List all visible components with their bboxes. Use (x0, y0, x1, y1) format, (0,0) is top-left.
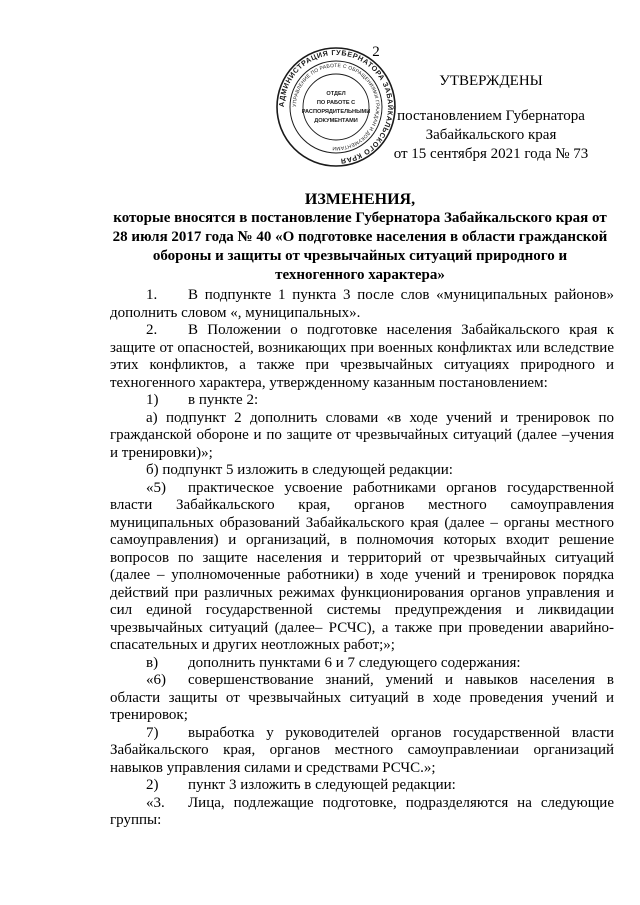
paragraph-3-number: 1) (146, 392, 159, 408)
title-line-1: которые вносятся в постановление Губернатора Забайкальского края от (113, 210, 607, 226)
paragraph-8-text: совершенствование знаний, умений и навыков населения в области защиты от чрезвычайных ситуаций в ходе проведения учений и тренировок; (110, 672, 614, 723)
paragraph-9-text: выработка у руководителей органов государственной власти Забайкальского края, органов местного самоуправлениаи организаций навыков управления силами и средствами РСЧС.»; (110, 724, 614, 776)
title-line-2: 28 июля 2017 года № 40 «О подготовке населения в области гражданской (112, 229, 608, 245)
stamp-center-line-1: ОТДЕЛ (326, 91, 346, 97)
paragraph-1-text: В подпункте 1 пункта 3 после слов «муниципальных районов» дополнить словом «, муниципальных». (110, 287, 614, 321)
paragraph-5: б) подпункт 5 изложить в следующей редакции: (146, 462, 453, 478)
paragraph-1-number: 1. (146, 287, 158, 303)
stamp-outer-text: АДМИНИСТРАЦИЯ ГУБЕРНАТОРА ЗАБАЙКАЛЬСКОГО КРАЯ (276, 47, 396, 166)
paragraph-6-text: практическое усвоение работниками органов государственной власти Забайкальского края, органов местного самоуправления муниципальных образований Забайкальского края (далее – органы местного самоуправления) и организаций, в полномочия которых входит решение вопросов по защите населения и территорий от чрезвычайных ситуаций (далее – уполномоченные работники) в ходе учений и тренировок порядка действий при различных режимах функционирования органов управления и сил единой государственной системы предупреждения и ликвидации чрезвычайных ситуаций (далее– РСЧС), а также при проведении аварийно-спасательных и других неотложных работ;»; (110, 479, 614, 653)
paragraph-7-text: дополнить пунктами 6 и 7 следующего содержания: (188, 654, 521, 671)
stamp-center-line-4: ДОКУМЕНТАМИ (314, 118, 358, 124)
stamp-center-line-3: РАСПОРЯДИТЕЛЬНЫМИ (301, 109, 371, 115)
paragraph-3-text: в пункте 2: (188, 392, 259, 408)
approval-line-2: Забайкальского края (425, 127, 557, 143)
title-line-4: техногенного характера» (275, 267, 445, 283)
approval-line-3: от 15 сентября 2021 года № 73 (393, 146, 589, 162)
title-line-3: обороны и защиты от чрезвычайных ситуаций природного и (152, 248, 568, 264)
paragraph-11-number: «3. (146, 794, 165, 811)
paragraph-8-number: «6) (146, 672, 166, 688)
page-number: 2 (372, 44, 380, 60)
stamp-inner-text: УПРАВЛЕНИЕ ПО РАБОТЕ С ОБРАЩЕНИЯМИ ГРАЖДАН И ДОКУМЕНТАМИ (291, 62, 381, 152)
approval-heading: УТВЕРЖДЕНЫ (439, 73, 543, 89)
paragraph-11 (110, 795, 614, 830)
stamp-center-line-2: ПО РАБОТЕ С (316, 100, 356, 106)
paragraph-6-number: «5) (146, 479, 166, 496)
paragraph-6 (110, 480, 614, 655)
paragraph-4: а) подпункт 2 дополнить словами «в ходе учений и тренировок по гражданской обороне и по защите от чрезвычайных ситуаций (далее –учения и тренировки)»; (110, 409, 614, 461)
paragraph-2-number: 2. (146, 322, 158, 338)
paragraph-11-text: Лица, подлежащие подготовке, подразделяются на следующие группы: (110, 794, 614, 828)
paragraph-7-number: в) (146, 654, 159, 671)
paragraph-8 (110, 672, 614, 725)
approval-line-1: постановлением Губернатора (397, 108, 585, 124)
paragraph-3 (110, 392, 614, 410)
document-title (96, 190, 624, 285)
paragraph-10-text: пункт 3 изложить в следующей редакции: (188, 777, 456, 793)
document-body (110, 287, 614, 830)
paragraph-2 (110, 322, 614, 392)
paragraph-10 (110, 777, 614, 795)
title-main: ИЗМЕНЕНИЯ, (304, 191, 416, 208)
paragraph-10-number: 2) (146, 777, 159, 793)
paragraph-9 (110, 725, 614, 778)
paragraph-7 (110, 655, 614, 673)
approval-block (366, 72, 616, 164)
paragraph-1 (110, 287, 614, 322)
paragraph-9-number: 7) (146, 724, 159, 741)
paragraph-2-text: В Положении о подготовке населения Забайкальского края к защите от опасностей, возникающих при военных конфликтах или вследствие этих конфликтов, а также при чрезвычайных ситуациях природного и техногенного характера, утвержденному казанным постановлением: (110, 322, 614, 391)
